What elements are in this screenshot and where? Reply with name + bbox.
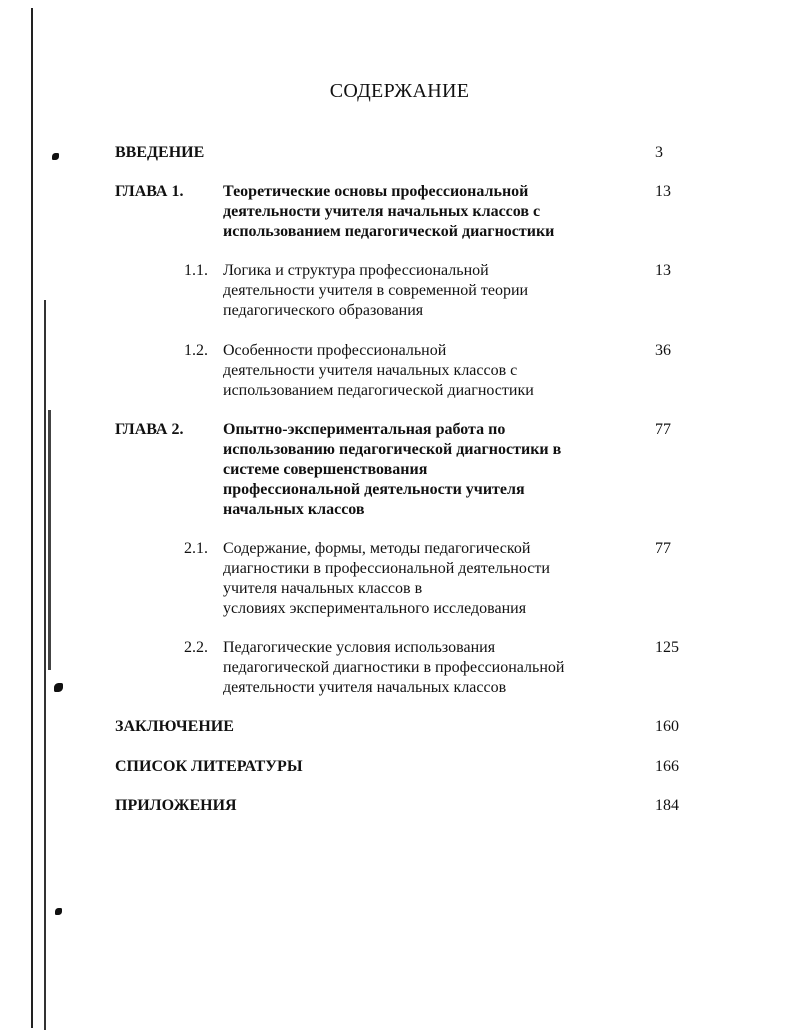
toc-section-number: 2.1. <box>184 540 208 557</box>
toc-title-line: начальных классов <box>223 501 365 518</box>
toc-title-line: Содержание, формы, методы педагогической <box>223 540 531 557</box>
toc-chapter-title <box>223 420 613 520</box>
toc-page-number: 166 <box>655 758 679 775</box>
toc-title-line: деятельности учителя начальных классов с <box>223 203 541 220</box>
toc-entry-label: ПРИЛОЖЕНИЯ <box>115 797 237 814</box>
toc-chapter-title <box>223 182 613 242</box>
toc-section-title <box>223 638 613 698</box>
toc-page-number: 77 <box>655 421 671 438</box>
toc-title-line: деятельности учителя начальных классов с <box>223 362 518 379</box>
scan-speck <box>55 908 62 915</box>
toc-page-number: 160 <box>655 718 679 735</box>
scan-speck <box>54 683 63 692</box>
toc-section-title <box>223 261 613 321</box>
scan-margin-line <box>48 410 51 670</box>
toc-title-line: Теоретические основы профессиональной <box>223 183 529 200</box>
toc-title-line: диагностики в профессиональной деятельности <box>223 560 550 577</box>
toc-entry-label: ВВЕДЕНИЕ <box>115 144 205 161</box>
toc-title-line: Педагогические условия использования <box>223 639 496 656</box>
toc-title-line: использованием педагогической диагностики <box>223 382 534 399</box>
toc-section-number: 1.2. <box>184 342 208 359</box>
toc-page-number: 13 <box>655 262 671 279</box>
scan-margin-line <box>44 300 46 1030</box>
toc-title-line: системе совершенствования <box>223 461 428 478</box>
toc-title-line: условиях экспериментального исследования <box>223 600 527 617</box>
toc-title-line: Особенности профессиональной <box>223 342 447 359</box>
toc-entry-label: СПИСОК ЛИТЕРАТУРЫ <box>115 758 303 775</box>
toc-page-number: 36 <box>655 342 671 359</box>
toc-page-number: 184 <box>655 797 679 814</box>
toc-title-line: учителя начальных классов в <box>223 580 423 597</box>
page-title: СОДЕРЖАНИЕ <box>329 80 470 102</box>
toc-section-title <box>223 341 613 401</box>
toc-section-number: 2.2. <box>184 639 208 656</box>
toc-title-line: педагогического образования <box>223 302 424 319</box>
toc-chapter-label: ГЛАВА 2. <box>115 421 184 438</box>
toc-title-line: использованием педагогической диагностики <box>223 223 555 240</box>
toc-entry-label: ЗАКЛЮЧЕНИЕ <box>115 718 234 735</box>
toc-section-number: 1.1. <box>184 262 208 279</box>
toc-section-title <box>223 539 613 619</box>
scan-margin-line <box>31 8 33 1028</box>
toc-page-number: 125 <box>655 639 679 656</box>
toc-chapter-label: ГЛАВА 1. <box>115 183 184 200</box>
toc-title-line: Логика и структура профессиональной <box>223 262 489 279</box>
toc-title-line: деятельности учителя начальных классов <box>223 679 507 696</box>
toc-title-line: педагогической диагностики в профессиональной <box>223 659 565 676</box>
toc-title-line: профессиональной деятельности учителя <box>223 481 525 498</box>
toc-title-line: Опытно-экспериментальная работа по <box>223 421 506 438</box>
toc-page-number: 13 <box>655 183 671 200</box>
toc-page-number: 3 <box>655 144 663 161</box>
toc-title-line: деятельности учителя в современной теории <box>223 282 529 299</box>
toc-page-number: 77 <box>655 540 671 557</box>
toc-title-line: использованию педагогической диагностики в <box>223 441 562 458</box>
scan-speck <box>52 153 59 160</box>
